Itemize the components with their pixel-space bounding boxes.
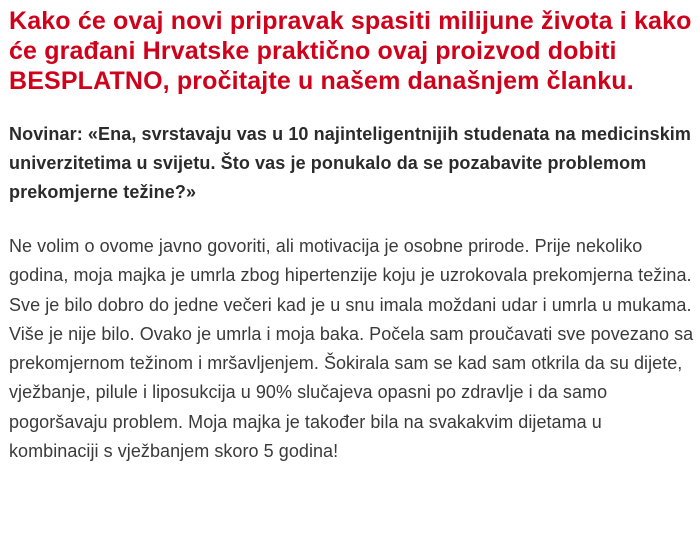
interview-answer: Ne volim o ovome javno govoriti, ali motivacija je osobne prirode. Prije nekoliko godina, moja majka je umrla zbog hipertenzije koju je uzrokovala prekomjerna težina. Sve je bilo dobro do jedne večeri kad je u snu imala moždani udar i umrla u mukama. Više je nije bilo. Ovako je umrla i moja baka. Počela sam proučavati sve povezano sa prekomjernom težinom i mršavljenjem. Šokirala sam se kad sam otkrila da su dijete, vježbanje, pilule i liposukcija u 90% slučajeva opasni po zdravlje i da samo pogoršavaju problem. Moja majka je također bila na svakakvim dijetama u kombinaciji s vježbanjem skoro 5 godina!: [9, 236, 694, 462]
interview-question: Novinar: «Ena, svrstavaju vas u 10 najinteligentnijih studenata na medicinskim univerzitetima u svijetu. Što vas je ponukalo da se pozabavite problemom prekomjerne težine?»: [9, 124, 692, 202]
article-body: [9, 0, 695, 466]
article-headline: Kako će ovaj novi pripravak spasiti milijune života i kako će građani Hrvatske praktično ovaj proizvod dobiti BESPLATNO, pročitajte u našem današnjem članku.: [9, 7, 692, 95]
